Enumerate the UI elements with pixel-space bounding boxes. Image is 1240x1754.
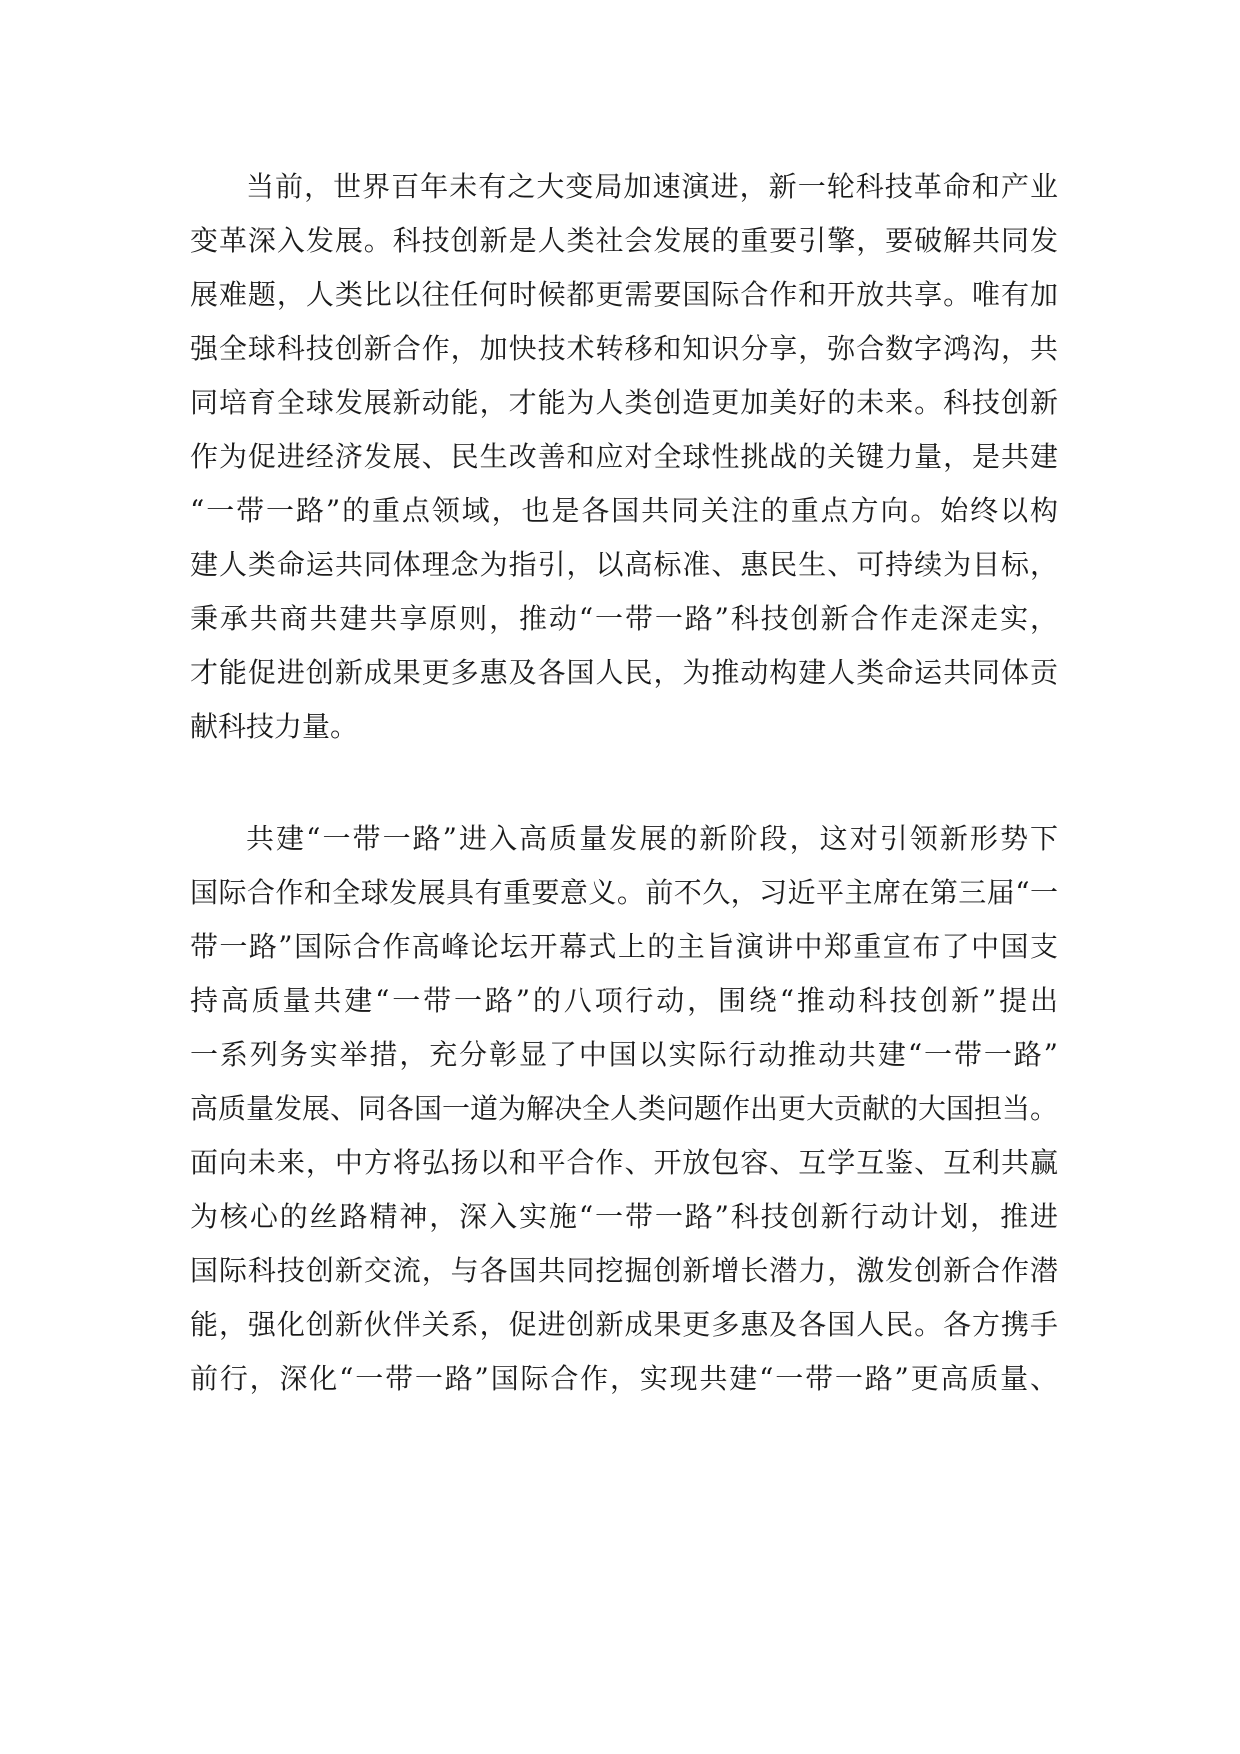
paragraph-line: 作为促进经济发展、民生改善和应对全球性挑战的关键力量，是共建 xyxy=(190,440,1058,473)
paragraph-line: 能，强化创新伙伴关系，促进创新成果更多惠及各国人民。各方携手 xyxy=(190,1308,1058,1341)
paragraph-line: 展难题，人类比以往任何时候都更需要国际合作和开放共享。唯有加 xyxy=(190,278,1058,311)
paragraph-line: 才能促进创新成果更多惠及各国人民，为推动构建人类命运共同体贡 xyxy=(190,656,1058,689)
paragraph-line: 献科技力量。 xyxy=(190,710,359,743)
paragraph-line: 前行，深化“一带一路”国际合作，实现共建“一带一路”更高质量、 xyxy=(190,1362,1058,1395)
paragraph-2 xyxy=(190,812,1058,1406)
paragraph-line: 高质量发展、同各国一道为解决全人类问题作出更大贡献的大国担当。 xyxy=(190,1092,1059,1125)
paragraph-line: 共建“一带一路”进入高质量发展的新阶段，这对引领新形势下 xyxy=(246,822,1058,855)
paragraph-1 xyxy=(190,160,1058,754)
paragraph-line: 持高质量共建“一带一路”的八项行动，围绕“推动科技创新”提出 xyxy=(190,984,1058,1017)
paragraph-line: “一带一路”的重点领域，也是各国共同关注的重点方向。始终以构 xyxy=(190,494,1058,527)
paragraph-line: 强全球科技创新合作，加快技术转移和知识分享，弥合数字鸿沟，共 xyxy=(190,332,1058,365)
paragraph-line: 面向未来，中方将弘扬以和平合作、开放包容、互学互鉴、互利共赢 xyxy=(190,1146,1058,1179)
paragraph-line: 秉承共商共建共享原则，推动“一带一路”科技创新合作走深走实， xyxy=(190,602,1058,635)
paragraph-line: 国际科技创新交流，与各国共同挖掘创新增长潜力，激发创新合作潜 xyxy=(190,1254,1058,1287)
paragraph-line: 一系列务实举措，充分彰显了中国以实际行动推动共建“一带一路” xyxy=(190,1038,1058,1071)
paragraph-line: 为核心的丝路精神，深入实施“一带一路”科技创新行动计划，推进 xyxy=(190,1200,1058,1233)
paragraph-line: 变革深入发展。科技创新是人类社会发展的重要引擎，要破解共同发 xyxy=(190,224,1058,257)
paragraph-line: 建人类命运共同体理念为指引，以高标准、惠民生、可持续为目标， xyxy=(190,548,1058,581)
paragraph-line: 带一路”国际合作高峰论坛开幕式上的主旨演讲中郑重宣布了中国支 xyxy=(190,930,1058,963)
paragraph-line: 当前，世界百年未有之大变局加速演进，新一轮科技革命和产业 xyxy=(246,170,1058,203)
paragraph-line: 同培育全球发展新动能，才能为人类创造更加美好的未来。科技创新 xyxy=(190,386,1058,419)
paragraph-line: 国际合作和全球发展具有重要意义。前不久，习近平主席在第三届“一 xyxy=(190,876,1058,909)
